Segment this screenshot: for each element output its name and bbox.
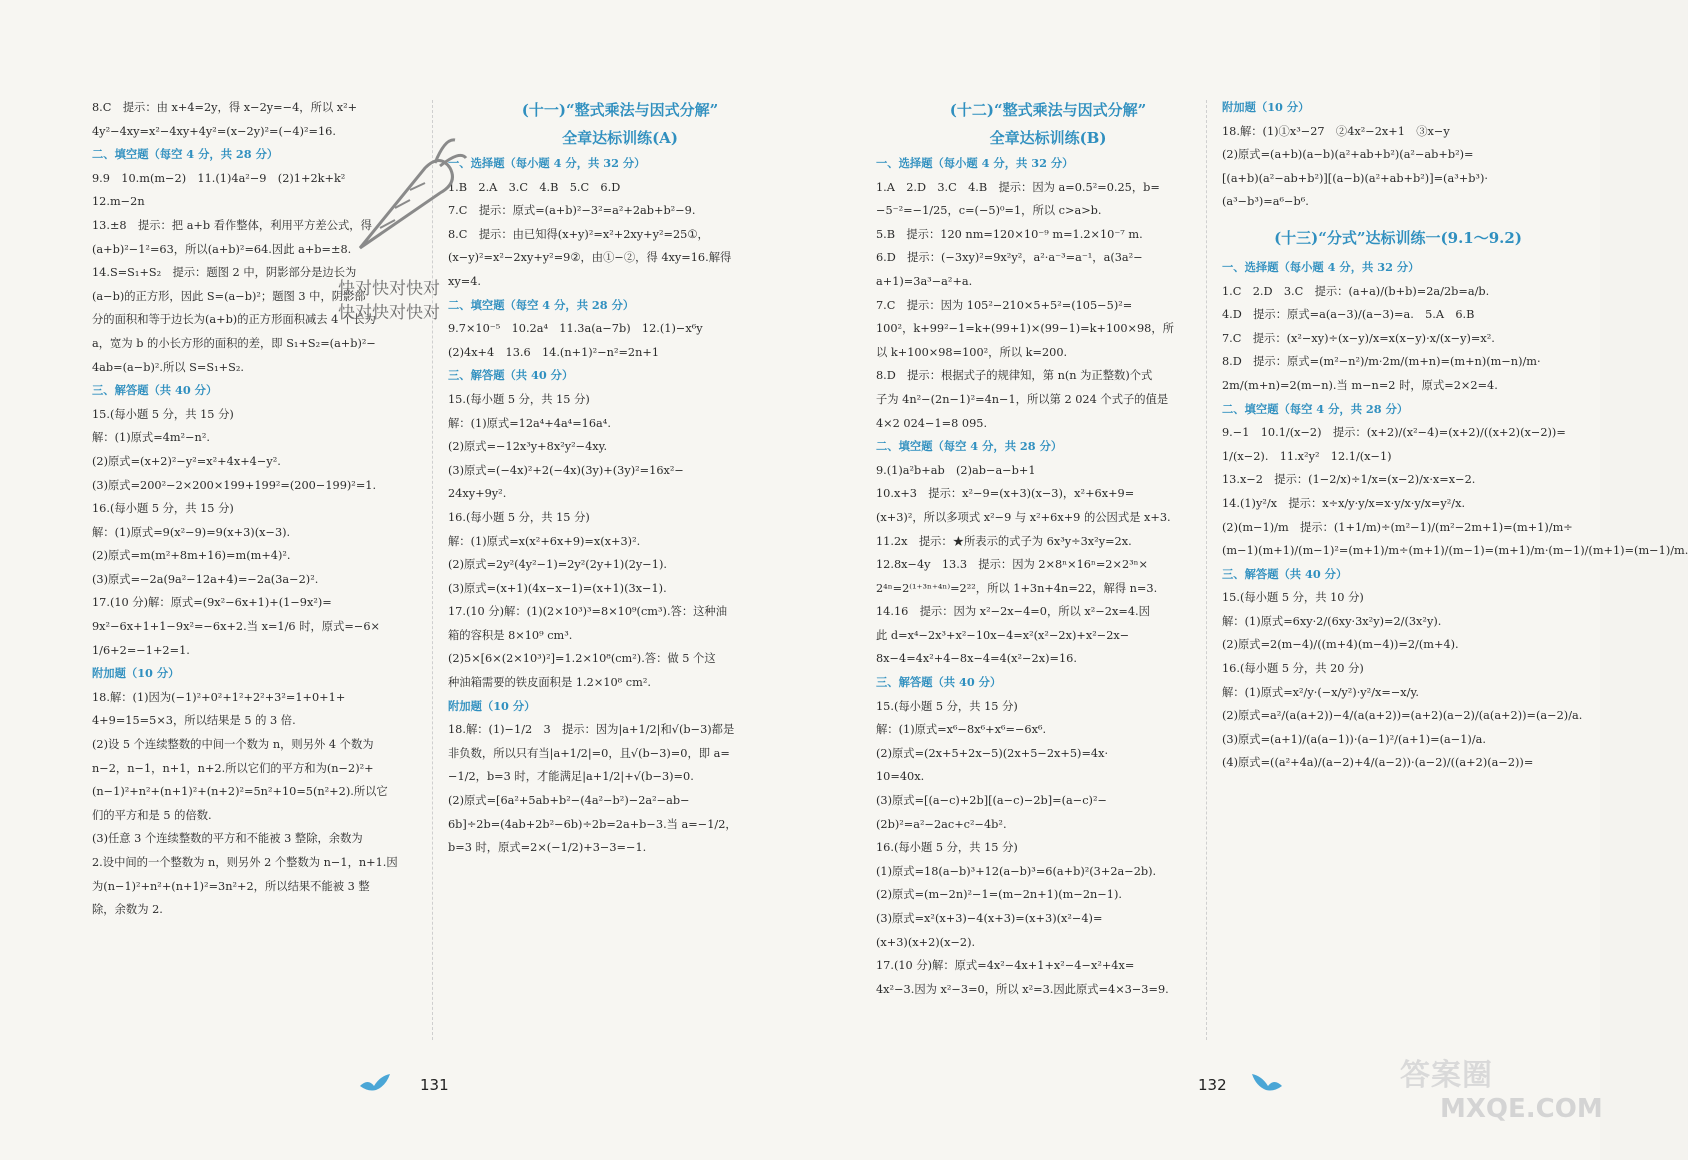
answer-line: 二、填空题（每空 4 分，共 28 分）	[876, 439, 1063, 454]
answer-line: (2)原式=(x+2)²−y²=x²+4x+4−y².	[92, 454, 281, 468]
answer-line: 24xy+9y².	[448, 487, 507, 501]
answer-line: 17.(10 分)解：(1)(2×10³)³=8×10⁹(cm³).答：这种油	[448, 605, 728, 619]
answer-line: 4y²−4xy=x²−4xy+4y²=(x−2y)²=(−4)²=16.	[92, 124, 336, 138]
answer-line: 4ab=(a−b)².所以 S=S₁+S₂.	[92, 360, 244, 374]
watermark-stamp: 快对快对快对	[338, 279, 440, 299]
answer-line: 4.D 提示：原式=a(a−3)/(a−3)=a. 5.A 6.B	[1222, 308, 1475, 322]
answer-line: (3)原式=x²(x+3)−4(x+3)=(x+3)(x²−4)=	[876, 912, 1103, 925]
answer-line: (3)原式=200²−2×200×199+199²=(200−199)²=1.	[92, 478, 377, 492]
answer-line: (3)原式=(−4x)²+2(−4x)(3y)+(3y)²=16x²−	[448, 463, 684, 477]
answer-line: (2)原式=[6a²+5ab+b²−(4a²−b²)−2a²−ab−	[448, 794, 690, 808]
answer-line: 解：(1)原式=x(x²+6x+9)=x(x+3)².	[448, 534, 641, 548]
answer-line: 18.解：(1)−1/2 3 提示：因为|a+1/2|和√(b−3)都是	[448, 723, 735, 737]
answer-line: (3)任意 3 个连续整数的平方和不能被 3 整除，余数为	[92, 832, 363, 846]
answer-line: 15.(每小题 5 分，共 15 分)	[448, 392, 590, 406]
answer-line: 13.±8 提示：把 a+b 看作整体，利用平方差公式，得	[92, 218, 372, 232]
answer-line: (x−y)²=x²−2xy+y²=9②，由①−②，得 4xy=16.解得	[448, 251, 732, 265]
answer-line: 8.D 提示：原式=(m²−n²)/m·2m/(m+n)=(m+n)(m−n)/m·	[1222, 355, 1541, 369]
answer-line: 11.2x 提示：★所表示的式子为 6x³y÷3x²y=2x.	[876, 534, 1132, 548]
answer-line: (2)(m−1)/m 提示：(1+1/m)÷(m²−1)/(m²−2m+1)=(m+1)/m÷	[1222, 520, 1573, 534]
answer-line: 15.(每小题 5 分，共 15 分)	[92, 407, 234, 421]
answer-line: 14.(1)y²/x 提示：x÷x/y·y/x=x·y/x·y/x=y²/x.	[1222, 496, 1466, 510]
answer-line: 子为 4n²−(2n−1)²=4n−1，所以第 2 024 个式子的值是	[876, 392, 1169, 406]
answer-column-right-1	[876, 96, 1220, 1001]
answer-line: (1)原式=18(a−b)³+12(a−b)³=6(a+b)²(3+2a−2b).	[876, 864, 1157, 878]
answer-line: 10=40x.	[876, 770, 925, 784]
answer-line: (4)原式=((a²+4a)/(a−2)+4/(a−2))·(a−2)/((a+2)(a−2))=	[1222, 756, 1534, 770]
answer-line: 一、选择题（每小题 4 分，共 32 分）	[1222, 259, 1420, 274]
answer-line: (n−1)²+n²+(n+1)²+(n+2)²=5n²+10=5(n²+2).所以它	[92, 785, 388, 799]
answer-line: (2)原式=a²/(a(a+2))−4/(a(a+2))=(a+2)(a−2)/(a(a+2))=(a−2)/a.	[1222, 709, 1583, 723]
section-title-11-line2: 全章达标训练(A)	[562, 129, 678, 147]
answer-line: 5.B 提示：120 nm=120×10⁻⁹ m=1.2×10⁻⁷ m.	[876, 227, 1143, 241]
answer-line: 除，余数为 2.	[92, 903, 163, 917]
answer-line: 6b]÷2b=(4ab+2b²−6b)÷2b=2a+b−3.当 a=−1/2，	[448, 817, 737, 831]
answer-line: 解：(1)原式=x⁶−8x⁶+x⁶=−6x⁶.	[876, 723, 1047, 737]
answer-line: 二、填空题（每空 4 分，共 28 分）	[448, 297, 635, 312]
answer-line: 4×2 024−1=8 095.	[876, 416, 988, 430]
answer-line: (2)5×[6×(2×10³)²]=1.2×10⁸(cm²).答：做 5 个这	[448, 652, 716, 666]
answer-line: 100²，k+99²−1=k+(99+1)×(99−1)=k+100×98，所	[876, 322, 1174, 336]
answer-line: 二、填空题（每空 4 分，共 28 分）	[92, 147, 279, 162]
answer-line: 17.(10 分)解：原式=(9x²−6x+1)+(1−9x²)=	[92, 596, 332, 610]
answer-line: 16.(每小题 5 分，共 15 分)	[448, 510, 590, 524]
section-title-11-line1: (十一)“整式乘法与因式分解”	[521, 101, 719, 119]
answer-line: 三、解答题（共 40 分）	[1222, 566, 1348, 581]
leaf-ornament-icon	[358, 1072, 392, 1092]
answer-line: 一、选择题（每小题 4 分，共 32 分）	[876, 156, 1074, 170]
answer-line: 7.C 提示：因为 105²−210×5+5²=(105−5)²=	[876, 298, 1133, 312]
answer-line: 1.B 2.A 3.C 4.B 5.C 6.D	[448, 180, 621, 194]
answer-line: 8.C 提示：由已知得(x+y)²=x²+2xy+y²=25①，	[448, 227, 709, 241]
answer-line: 9.9 10.m(m−2) 11.(1)4a²−9 (2)1+2k+k²	[92, 171, 346, 185]
answer-line: 解：(1)原式=x²/y·(−x/y²)·y²/x=−x/y.	[1222, 685, 1419, 699]
answer-line: 附加题（10 分）	[1222, 100, 1310, 114]
watermark-stamp: 快对快对快对	[338, 303, 440, 323]
carrot-doodle-icon	[340, 128, 470, 268]
answer-line: (m−1)(m+1)/(m−1)²=(m+1)/m÷(m+1)/(m−1)=(m+1)/m·(m−1)/(m+1)=(m−1)/m.	[1222, 544, 1688, 558]
answer-line: (2)原式=(m−2n)²−1=(m−2n+1)(m−2n−1).	[876, 888, 1122, 902]
section-title-12-line2: 全章达标训练(B)	[989, 129, 1107, 147]
answer-line: (2)4x+4 13.6 14.(n+1)²−n²=2n+1	[448, 345, 660, 359]
answer-line: 4x²−3.因为 x²−3=0，所以 x²=3.因此原式=4×3−3=9.	[876, 982, 1169, 996]
answer-line: 非负数，所以只有当|a+1/2|=0，且√(b−3)=0，即 a=	[448, 746, 730, 760]
answer-line: 12.8x−4y 13.3 提示：因为 2×8ⁿ×16ⁿ=2×2³ⁿ×	[876, 558, 1149, 572]
answer-line: 16.(每小题 5 分，共 20 分)	[1222, 662, 1364, 676]
answer-line: 种油箱需要的铁皮面积是 1.2×10⁸ cm².	[448, 676, 651, 690]
answer-line: 一、选择题（每小题 4 分，共 32 分）	[448, 156, 646, 170]
answer-line: 9.7×10⁻⁵ 10.2a⁴ 11.3a(a−7b) 12.(1)−x⁶y	[448, 322, 703, 336]
answer-column-left-2	[448, 96, 792, 860]
answer-line: (2)原式=m(m²+8m+16)=m(m+4)².	[92, 549, 291, 563]
answer-line: −1/2，b=3 时，才能满足|a+1/2|+√(b−3)=0.	[448, 770, 694, 784]
answer-line: 15.(每小题 5 分，共 15 分)	[876, 699, 1018, 713]
answer-line: 8.D 提示：根据式子的规律知，第 n(n 为正整数)个式	[876, 369, 1153, 383]
answer-line: (2)原式=−12x³y+8x²y²−4xy.	[448, 440, 608, 454]
section-title-13: (十三)“分式”达标训练一(9.1～9.2)	[1274, 228, 1522, 247]
answer-line: 8.C 提示：由 x+4=2y，得 x−2y=−4，所以 x²+	[92, 101, 358, 114]
leaf-ornament-icon	[1250, 1072, 1284, 1092]
answer-line: 16.(每小题 5 分，共 15 分)	[92, 502, 234, 516]
answer-line: 14.16 提示：因为 x²−2x−4=0，所以 x²−2x=4.因	[876, 605, 1150, 619]
answer-line: (2b)²=a²−2ac+c²−4b².	[876, 817, 1007, 831]
answer-line: 以 k+100×98=100²，所以 k=200.	[876, 345, 1068, 359]
answer-line: a+1)=3a³−a²+a.	[876, 274, 973, 288]
answer-line: 1/(x−2). 11.x²y² 12.1/(x−1)	[1222, 449, 1392, 463]
answer-line: 箱的容积是 8×10⁹ cm³.	[448, 628, 573, 642]
answer-line: 17.(10 分)解：原式=4x²−4x+1+x²−4−x²+4x=	[876, 959, 1135, 973]
answer-line: 2⁴ⁿ=2⁽¹⁺³ⁿ⁺⁴ⁿ⁾=2²²，所以 1+3n+4n=22，解得 n=3.	[876, 581, 1158, 595]
watermark-logo: 答案圈	[1400, 1058, 1493, 1093]
answer-line: (a−b)的正方形，因此 S=(a−b)²；题图 3 中，阴影部	[92, 289, 366, 303]
answer-line: 8x−4=4x²+4−8x−4=4(x²−2x)=16.	[876, 652, 1077, 666]
answer-line: 1/6+2=−1+2=1.	[92, 643, 190, 657]
answer-line: 14.S=S₁+S₂ 提示：题图 2 中，阴影部分是边长为	[92, 266, 357, 280]
answer-line: 15.(每小题 5 分，共 10 分)	[1222, 591, 1364, 605]
answer-line: 9x²−6x+1+1−9x²=−6x+2.当 x=1/6 时，原式=−6×	[92, 620, 380, 634]
answer-line: 三、解答题（共 40 分）	[92, 383, 218, 398]
answer-line: 附加题（10 分）	[448, 698, 536, 713]
answer-line: 2m/(m+n)=2(m−n).当 m−n=2 时，原式=2×2=4.	[1222, 378, 1498, 392]
answer-line: (3)原式=(x+1)(4x−x−1)=(x+1)(3x−1).	[448, 581, 667, 595]
answer-line: 附加题（10 分）	[92, 666, 180, 681]
answer-line: 7.C 提示：原式=(a+b)²−3²=a²+2ab+b²−9.	[448, 204, 696, 218]
answer-line: 10.x+3 提示：x²−9=(x+3)(x−3)，x²+6x+9=	[876, 487, 1135, 501]
answer-line: 2.设中间的一个整数为 n，则另外 2 个整数为 n−1，n+1.因	[92, 856, 398, 869]
answer-line: (x+3)²，所以多项式 x²−9 与 x²+6x+9 的公因式是 x+3.	[876, 510, 1171, 524]
watermark-site: MXQE.COM	[1440, 1094, 1603, 1124]
answer-line: (2)原式=(2x+5+2x−5)(2x+5−2x+5)=4x·	[876, 746, 1109, 760]
answer-line: (3)原式=(a+1)/(a(a−1))·(a−1)²/(a+1)=(a−1)/a.	[1222, 732, 1486, 746]
answer-line: 此 d=x⁴−2x³+x²−10x−4=x²(x²−2x)+x²−2x−	[876, 628, 1130, 642]
answer-line: 1.C 2.D 3.C 提示：(a+a)/(b+b)=2a/2b=a/b.	[1222, 284, 1490, 298]
answer-line: 18.解：(1)因为(−1)²+0²+1²+2²+3²=1+0+1+	[92, 690, 346, 704]
answer-line: 们的平方和是 5 的倍数.	[92, 808, 212, 822]
answer-line: 6.D 提示：(−3xy)²=9x²y²，a²·a⁻³=a⁻¹，a(3a²−	[876, 251, 1143, 265]
answer-line: 13.x−2 提示：(1−2/x)÷1/x=(x−2)/x·x=x−2.	[1222, 473, 1476, 487]
answer-line: 三、解答题（共 40 分）	[876, 675, 1002, 690]
answer-line: −5⁻²=−1/25，c=(−5)⁰=1，所以 c>a>b.	[876, 204, 1102, 218]
answer-line: 7.C 提示：(x²−xy)÷(x−y)/x=x(x−y)·x/(x−y)=x².	[1222, 331, 1495, 345]
answer-line: (a³−b³)=a⁶−b⁶.	[1222, 195, 1309, 209]
answer-line: 二、填空题（每空 4 分，共 28 分）	[1222, 401, 1409, 416]
answer-line: 9.(1)a²b+ab (2)ab−a−b+1	[876, 463, 1036, 477]
answer-line: a，宽为 b 的小长方形的面积的差，即 S₁+S₂=(a+b)²−	[92, 336, 376, 350]
answer-line: 16.(每小题 5 分，共 15 分)	[876, 841, 1018, 855]
answer-line: (2)原式=(a+b)(a−b)(a²+ab+b²)(a²−ab+b²)=	[1222, 148, 1474, 162]
section-title-12-line1: (十二)“整式乘法与因式分解”	[949, 101, 1147, 119]
answer-line: 4+9=15=5×3，所以结果是 5 的 3 倍.	[92, 714, 296, 728]
answer-line: 18.解：(1)①x³−27 ②4x²−2x+1 ③x−y	[1222, 124, 1450, 138]
answer-line: b=3 时，原式=2×(−1/2)+3−3=−1.	[448, 841, 647, 855]
answer-line: 1.A 2.D 3.C 4.B 提示：因为 a=0.5²=0.25，b=	[876, 180, 1160, 194]
answer-line: 分的面积和等于边长为(a+b)的正方形面积减去 4 个长为	[92, 313, 376, 327]
answer-line: 12.m−2n	[92, 195, 145, 209]
answer-line: 解：(1)原式=4m²−n².	[92, 431, 210, 445]
answer-line: (3)原式=[(a−c)+2b][(a−c)−2b]=(a−c)²−	[876, 794, 1107, 808]
answer-line: 三、解答题（共 40 分）	[448, 368, 574, 383]
answer-line: (a+b)²−1²=63，所以(a+b)²=64.因此 a+b=±8.	[92, 242, 352, 256]
answer-line: (2)设 5 个连续整数的中间一个数为 n，则另外 4 个数为	[92, 738, 374, 752]
page-number-right: 132	[1198, 1076, 1227, 1094]
answer-line: xy=4.	[448, 274, 481, 288]
answer-line: (2)原式=2y²(4y²−1)=2y²(2y+1)(2y−1).	[448, 558, 667, 572]
answer-line: [(a+b)(a²−ab+b²)][(a−b)(a²+ab+b²)]=(a³+b³)·	[1222, 171, 1488, 185]
answer-column-right-2	[1222, 96, 1688, 775]
answer-line: 9.−1 10.1/(x−2) 提示：(x+2)/(x²−4)=(x+2)/((x+2)(x−2))=	[1222, 426, 1566, 440]
answer-line: (x+3)(x+2)(x−2).	[876, 935, 976, 949]
answer-line: n−2，n−1，n+1，n+2.所以它们的平方和为(n−2)²+	[92, 761, 374, 775]
answer-line: (3)原式=−2a(9a²−12a+4)=−2a(3a−2)².	[92, 572, 319, 586]
answer-line: 解：(1)原式=9(x²−9)=9(x+3)(x−3).	[92, 525, 291, 539]
page-number-left: 131	[420, 1076, 449, 1094]
answer-line: 解：(1)原式=6xy·2/(6xy·3x²y)=2/(3x²y).	[1222, 614, 1442, 628]
answer-line: (2)原式=2(m−4)/((m+4)(m−4))=2/(m+4).	[1222, 638, 1459, 652]
answer-line: 为(n−1)²+n²+(n+1)²=3n²+2，所以结果不能被 3 整	[92, 879, 370, 893]
answer-line: 解：(1)原式=12a⁴+4a⁴=16a⁴.	[448, 416, 611, 430]
